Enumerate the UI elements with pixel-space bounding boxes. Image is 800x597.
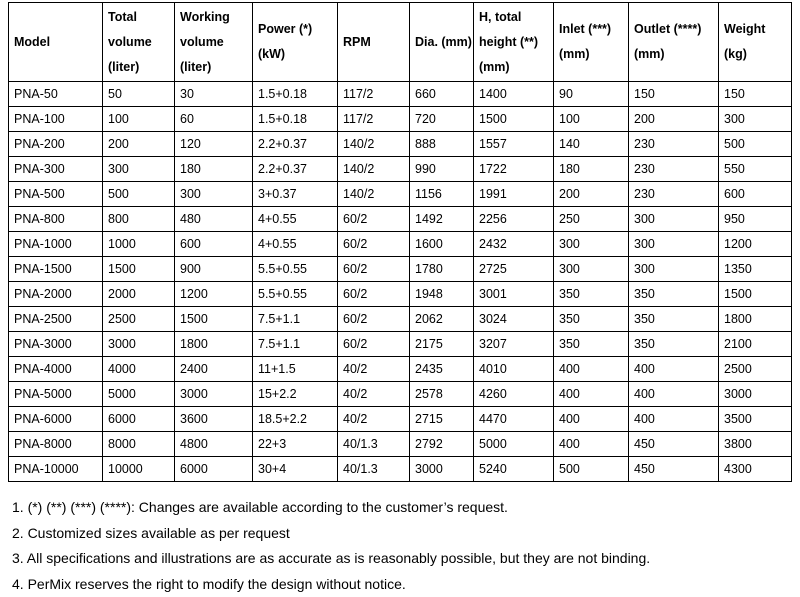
table-cell: 300 — [554, 257, 629, 282]
model-cell: PNA-50 — [9, 82, 103, 107]
model-cell: PNA-6000 — [9, 407, 103, 432]
table-cell: 1.5+0.18 — [253, 82, 338, 107]
table-cell: 1200 — [719, 232, 792, 257]
table-cell: 140/2 — [338, 132, 410, 157]
table-cell: 4800 — [175, 432, 253, 457]
specification-table — [8, 2, 792, 482]
table-row — [9, 207, 792, 232]
table-cell: 600 — [719, 182, 792, 207]
table-cell: 450 — [629, 457, 719, 482]
table-row — [9, 107, 792, 132]
table-cell: 400 — [629, 382, 719, 407]
table-cell: 400 — [629, 357, 719, 382]
table-cell: 3024 — [474, 307, 554, 332]
model-cell: PNA-500 — [9, 182, 103, 207]
table-cell: 30 — [175, 82, 253, 107]
model-cell: PNA-10000 — [9, 457, 103, 482]
table-cell: 5000 — [103, 382, 175, 407]
table-cell: 18.5+2.2 — [253, 407, 338, 432]
table-cell: 3+0.37 — [253, 182, 338, 207]
table-cell: 60/2 — [338, 282, 410, 307]
table-row — [9, 457, 792, 482]
table-cell: 300 — [554, 232, 629, 257]
table-cell: 1350 — [719, 257, 792, 282]
table-cell: 4+0.55 — [253, 207, 338, 232]
table-cell: 888 — [410, 132, 474, 157]
table-cell: 5.5+0.55 — [253, 257, 338, 282]
table-cell: 350 — [554, 332, 629, 357]
table-cell: 230 — [629, 182, 719, 207]
table-row — [9, 257, 792, 282]
table-cell: 350 — [629, 332, 719, 357]
column-header: Total volume (liter) — [103, 3, 175, 82]
table-cell: 450 — [629, 432, 719, 457]
model-cell: PNA-4000 — [9, 357, 103, 382]
table-cell: 4260 — [474, 382, 554, 407]
table-cell: 180 — [554, 157, 629, 182]
column-header: H, total height (**) (mm) — [474, 3, 554, 82]
table-cell: 1557 — [474, 132, 554, 157]
table-cell: 7.5+1.1 — [253, 332, 338, 357]
table-cell: 500 — [103, 182, 175, 207]
table-cell: 400 — [554, 357, 629, 382]
table-cell: 3001 — [474, 282, 554, 307]
table-cell: 2.2+0.37 — [253, 132, 338, 157]
model-cell: PNA-2500 — [9, 307, 103, 332]
table-cell: 300 — [175, 182, 253, 207]
table-cell: 1800 — [175, 332, 253, 357]
table-cell: 1200 — [175, 282, 253, 307]
table-cell: 4+0.55 — [253, 232, 338, 257]
model-cell: PNA-200 — [9, 132, 103, 157]
table-cell: 200 — [629, 107, 719, 132]
table-cell: 3000 — [719, 382, 792, 407]
table-cell: 117/2 — [338, 82, 410, 107]
table-cell: 300 — [629, 232, 719, 257]
table-cell: 1000 — [103, 232, 175, 257]
table-cell: 1500 — [474, 107, 554, 132]
table-cell: 1722 — [474, 157, 554, 182]
column-header: RPM — [338, 3, 410, 82]
column-header: Outlet (****) (mm) — [629, 3, 719, 82]
table-cell: 300 — [629, 207, 719, 232]
table-cell: 2000 — [103, 282, 175, 307]
table-row — [9, 407, 792, 432]
table-cell: 60/2 — [338, 307, 410, 332]
table-cell: 400 — [554, 382, 629, 407]
table-cell: 4010 — [474, 357, 554, 382]
footnote-item: 3. All specifications and illustrations are as accurate as is reasonably possible, but they are not binding. — [12, 546, 792, 572]
table-cell: 50 — [103, 82, 175, 107]
table-row — [9, 357, 792, 382]
table-cell: 117/2 — [338, 107, 410, 132]
table-cell: 60/2 — [338, 257, 410, 282]
table-row — [9, 432, 792, 457]
table-cell: 500 — [554, 457, 629, 482]
table-cell: 140 — [554, 132, 629, 157]
table-cell: 140/2 — [338, 157, 410, 182]
table-cell: 40/2 — [338, 382, 410, 407]
table-cell: 7.5+1.1 — [253, 307, 338, 332]
table-cell: 200 — [103, 132, 175, 157]
table-cell: 6000 — [103, 407, 175, 432]
table-cell: 10000 — [103, 457, 175, 482]
footnote-item: 1. (*) (**) (***) (****): Changes are available according to the customer’s request. — [12, 495, 792, 521]
table-cell: 180 — [175, 157, 253, 182]
table-body — [9, 82, 792, 482]
table-cell: 4300 — [719, 457, 792, 482]
table-cell: 660 — [410, 82, 474, 107]
table-cell: 5000 — [474, 432, 554, 457]
table-cell: 1500 — [719, 282, 792, 307]
table-cell: 2435 — [410, 357, 474, 382]
model-cell: PNA-8000 — [9, 432, 103, 457]
table-cell: 2400 — [175, 357, 253, 382]
table-cell: 2725 — [474, 257, 554, 282]
table-cell: 2100 — [719, 332, 792, 357]
footnote-item: 4. PerMix reserves the right to modify the design without notice. — [12, 572, 792, 597]
table-cell: 6000 — [175, 457, 253, 482]
model-cell: PNA-5000 — [9, 382, 103, 407]
table-cell: 60/2 — [338, 232, 410, 257]
table-cell: 800 — [103, 207, 175, 232]
table-cell: 400 — [554, 432, 629, 457]
table-cell: 230 — [629, 157, 719, 182]
column-header: Power (*) (kW) — [253, 3, 338, 82]
table-cell: 2715 — [410, 407, 474, 432]
table-row — [9, 232, 792, 257]
table-cell: 60/2 — [338, 332, 410, 357]
footnote-item: 2. Customized sizes available as per request — [12, 521, 792, 547]
table-cell: 8000 — [103, 432, 175, 457]
table-cell: 230 — [629, 132, 719, 157]
column-header: Inlet (***) (mm) — [554, 3, 629, 82]
table-cell: 1600 — [410, 232, 474, 257]
table-cell: 140/2 — [338, 182, 410, 207]
footnotes — [12, 495, 792, 597]
table-cell: 2792 — [410, 432, 474, 457]
table-cell: 2500 — [719, 357, 792, 382]
table-cell: 1800 — [719, 307, 792, 332]
table-cell: 1991 — [474, 182, 554, 207]
table-row — [9, 307, 792, 332]
table-cell: 100 — [554, 107, 629, 132]
table-cell: 3000 — [410, 457, 474, 482]
table-cell: 5.5+0.55 — [253, 282, 338, 307]
table-cell: 300 — [629, 257, 719, 282]
table-cell: 250 — [554, 207, 629, 232]
table-cell: 300 — [719, 107, 792, 132]
table-cell: 2578 — [410, 382, 474, 407]
table-cell: 2175 — [410, 332, 474, 357]
table-cell: 1156 — [410, 182, 474, 207]
table-cell: 3000 — [175, 382, 253, 407]
column-header: Weight (kg) — [719, 3, 792, 82]
table-cell: 90 — [554, 82, 629, 107]
table-cell: 1500 — [103, 257, 175, 282]
model-cell: PNA-800 — [9, 207, 103, 232]
table-cell: 40/2 — [338, 357, 410, 382]
table-cell: 3500 — [719, 407, 792, 432]
table-cell: 400 — [554, 407, 629, 432]
table-cell: 2256 — [474, 207, 554, 232]
table-cell: 15+2.2 — [253, 382, 338, 407]
table-cell: 4000 — [103, 357, 175, 382]
table-cell: 4470 — [474, 407, 554, 432]
table-cell: 350 — [629, 282, 719, 307]
table-cell: 1400 — [474, 82, 554, 107]
table-cell: 100 — [103, 107, 175, 132]
table-cell: 3800 — [719, 432, 792, 457]
table-row — [9, 332, 792, 357]
table-cell: 40/1.3 — [338, 457, 410, 482]
table-cell: 1780 — [410, 257, 474, 282]
column-header: Model — [9, 3, 103, 82]
table-header-row — [9, 3, 792, 82]
table-cell: 1492 — [410, 207, 474, 232]
table-cell: 350 — [629, 307, 719, 332]
table-cell: 30+4 — [253, 457, 338, 482]
table-row — [9, 82, 792, 107]
table-cell: 550 — [719, 157, 792, 182]
table-cell: 480 — [175, 207, 253, 232]
table-cell: 60/2 — [338, 207, 410, 232]
table-cell: 3600 — [175, 407, 253, 432]
table-cell: 200 — [554, 182, 629, 207]
model-cell: PNA-1000 — [9, 232, 103, 257]
table-cell: 120 — [175, 132, 253, 157]
column-header: Dia. (mm) — [410, 3, 474, 82]
model-cell: PNA-300 — [9, 157, 103, 182]
table-cell: 1948 — [410, 282, 474, 307]
table-cell: 350 — [554, 282, 629, 307]
table-row — [9, 157, 792, 182]
table-cell: 3207 — [474, 332, 554, 357]
table-cell: 1.5+0.18 — [253, 107, 338, 132]
table-row — [9, 282, 792, 307]
table-cell: 40/1.3 — [338, 432, 410, 457]
model-cell: PNA-2000 — [9, 282, 103, 307]
table-cell: 900 — [175, 257, 253, 282]
table-cell: 5240 — [474, 457, 554, 482]
table-cell: 60 — [175, 107, 253, 132]
model-cell: PNA-3000 — [9, 332, 103, 357]
table-cell: 300 — [103, 157, 175, 182]
table-cell: 150 — [719, 82, 792, 107]
table-row — [9, 132, 792, 157]
model-cell: PNA-1500 — [9, 257, 103, 282]
table-cell: 500 — [719, 132, 792, 157]
table-cell: 1500 — [175, 307, 253, 332]
table-cell: 2.2+0.37 — [253, 157, 338, 182]
table-cell: 40/2 — [338, 407, 410, 432]
table-cell: 990 — [410, 157, 474, 182]
table-cell: 600 — [175, 232, 253, 257]
table-cell: 150 — [629, 82, 719, 107]
table-cell: 2432 — [474, 232, 554, 257]
table-cell: 11+1.5 — [253, 357, 338, 382]
table-cell: 2500 — [103, 307, 175, 332]
table-cell: 400 — [629, 407, 719, 432]
table-row — [9, 182, 792, 207]
table-cell: 3000 — [103, 332, 175, 357]
table-cell: 2062 — [410, 307, 474, 332]
table-cell: 950 — [719, 207, 792, 232]
table-cell: 350 — [554, 307, 629, 332]
column-header: Working volume (liter) — [175, 3, 253, 82]
table-cell: 720 — [410, 107, 474, 132]
table-row — [9, 382, 792, 407]
table-cell: 22+3 — [253, 432, 338, 457]
model-cell: PNA-100 — [9, 107, 103, 132]
